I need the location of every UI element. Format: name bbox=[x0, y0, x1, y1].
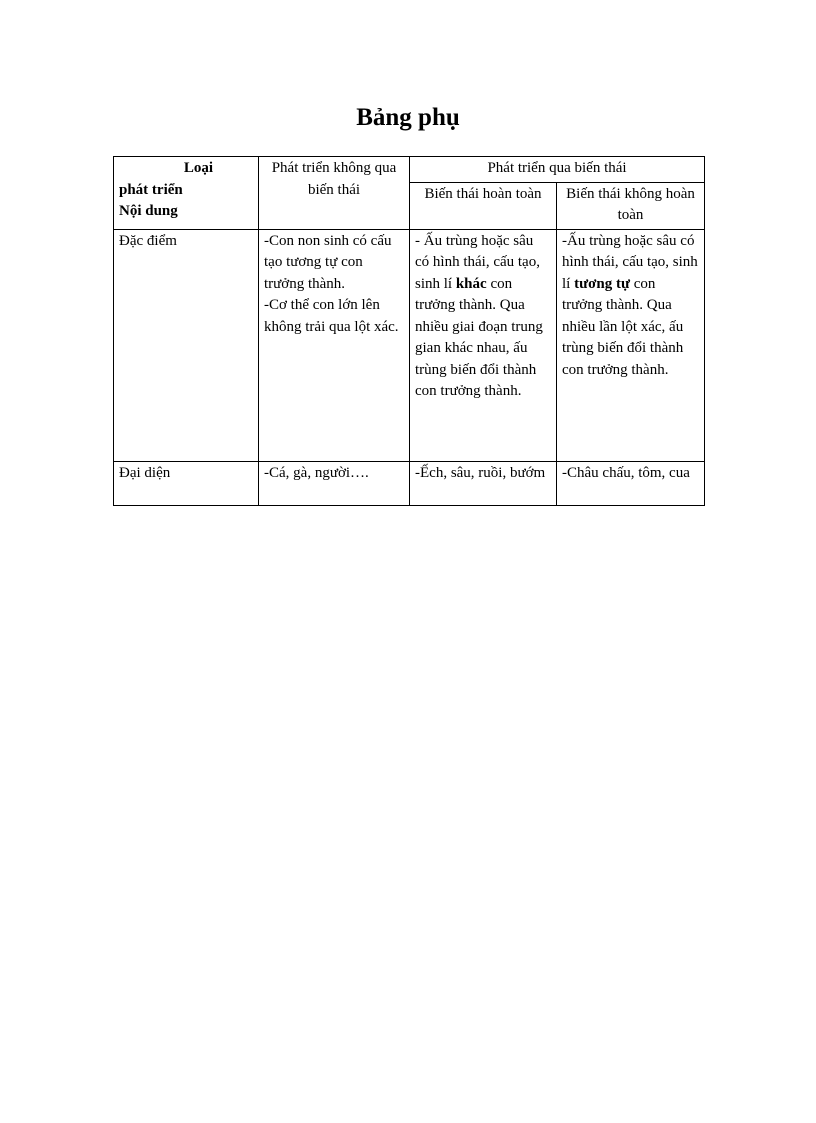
corner-label-loai: Loại bbox=[183, 160, 213, 176]
cell-dac-diem-incomplete bbox=[557, 229, 705, 461]
header-no-metamorphosis: Phát triển không qua biến thái bbox=[259, 157, 410, 230]
cell-dai-dien-complete: -Ếch, sâu, ruồi, bướm bbox=[410, 461, 557, 505]
cell-bold-text: tương tự bbox=[574, 275, 630, 292]
cell-text: con trưởng thành. Qua nhiều giai đoạn trung gian khác nhau, ấu trùng biến đổi thành con trưởng thành. bbox=[415, 275, 543, 399]
header-row-1 bbox=[114, 157, 705, 183]
table-row bbox=[114, 229, 705, 461]
header-complete-metamorphosis: Biến thái hoàn toàn bbox=[410, 182, 557, 229]
cell-text: -Cơ thể con lớn lên không trải qua lột xác. bbox=[264, 297, 399, 335]
corner-label-noi-dung: Nội dung bbox=[119, 203, 178, 219]
cell-dac-diem-complete bbox=[410, 229, 557, 461]
cell-text: - Ấu trùng hoặc sâu có hình thái, cấu tạo, sinh lí bbox=[415, 232, 540, 292]
corner-cell bbox=[114, 157, 259, 230]
cell-text: con trưởng thành. Qua nhiều lần lột xác, ấu trùng biến đổi thành con trưởng thành. bbox=[562, 275, 684, 378]
cell-bold-text: khác bbox=[455, 275, 487, 292]
cell-dai-dien-incomplete: -Châu chấu, tôm, cua bbox=[557, 461, 705, 505]
row-label-dai-dien: Đại diện bbox=[114, 461, 259, 505]
table-row bbox=[114, 461, 705, 505]
cell-dac-diem-no-metamorphosis bbox=[259, 229, 410, 461]
cell-text: -Con non sinh có cấu tạo tương tự con trưởng thành. bbox=[264, 232, 392, 292]
cell-text: -Ấu trùng hoặc sâu có hình thái, cấu tạo, sinh lí bbox=[562, 232, 698, 292]
comparison-table bbox=[113, 156, 705, 506]
row-label-dac-diem: Đặc điểm bbox=[114, 229, 259, 461]
header-metamorphosis: Phát triển qua biến thái bbox=[410, 157, 705, 183]
header-incomplete-metamorphosis: Biến thái không hoàn toàn bbox=[557, 182, 705, 229]
cell-dai-dien-no-metamorphosis: -Cá, gà, người…. bbox=[259, 461, 410, 505]
page-title: Bảng phụ bbox=[356, 104, 460, 131]
corner-label-phat-trien: phát triển bbox=[119, 181, 183, 198]
